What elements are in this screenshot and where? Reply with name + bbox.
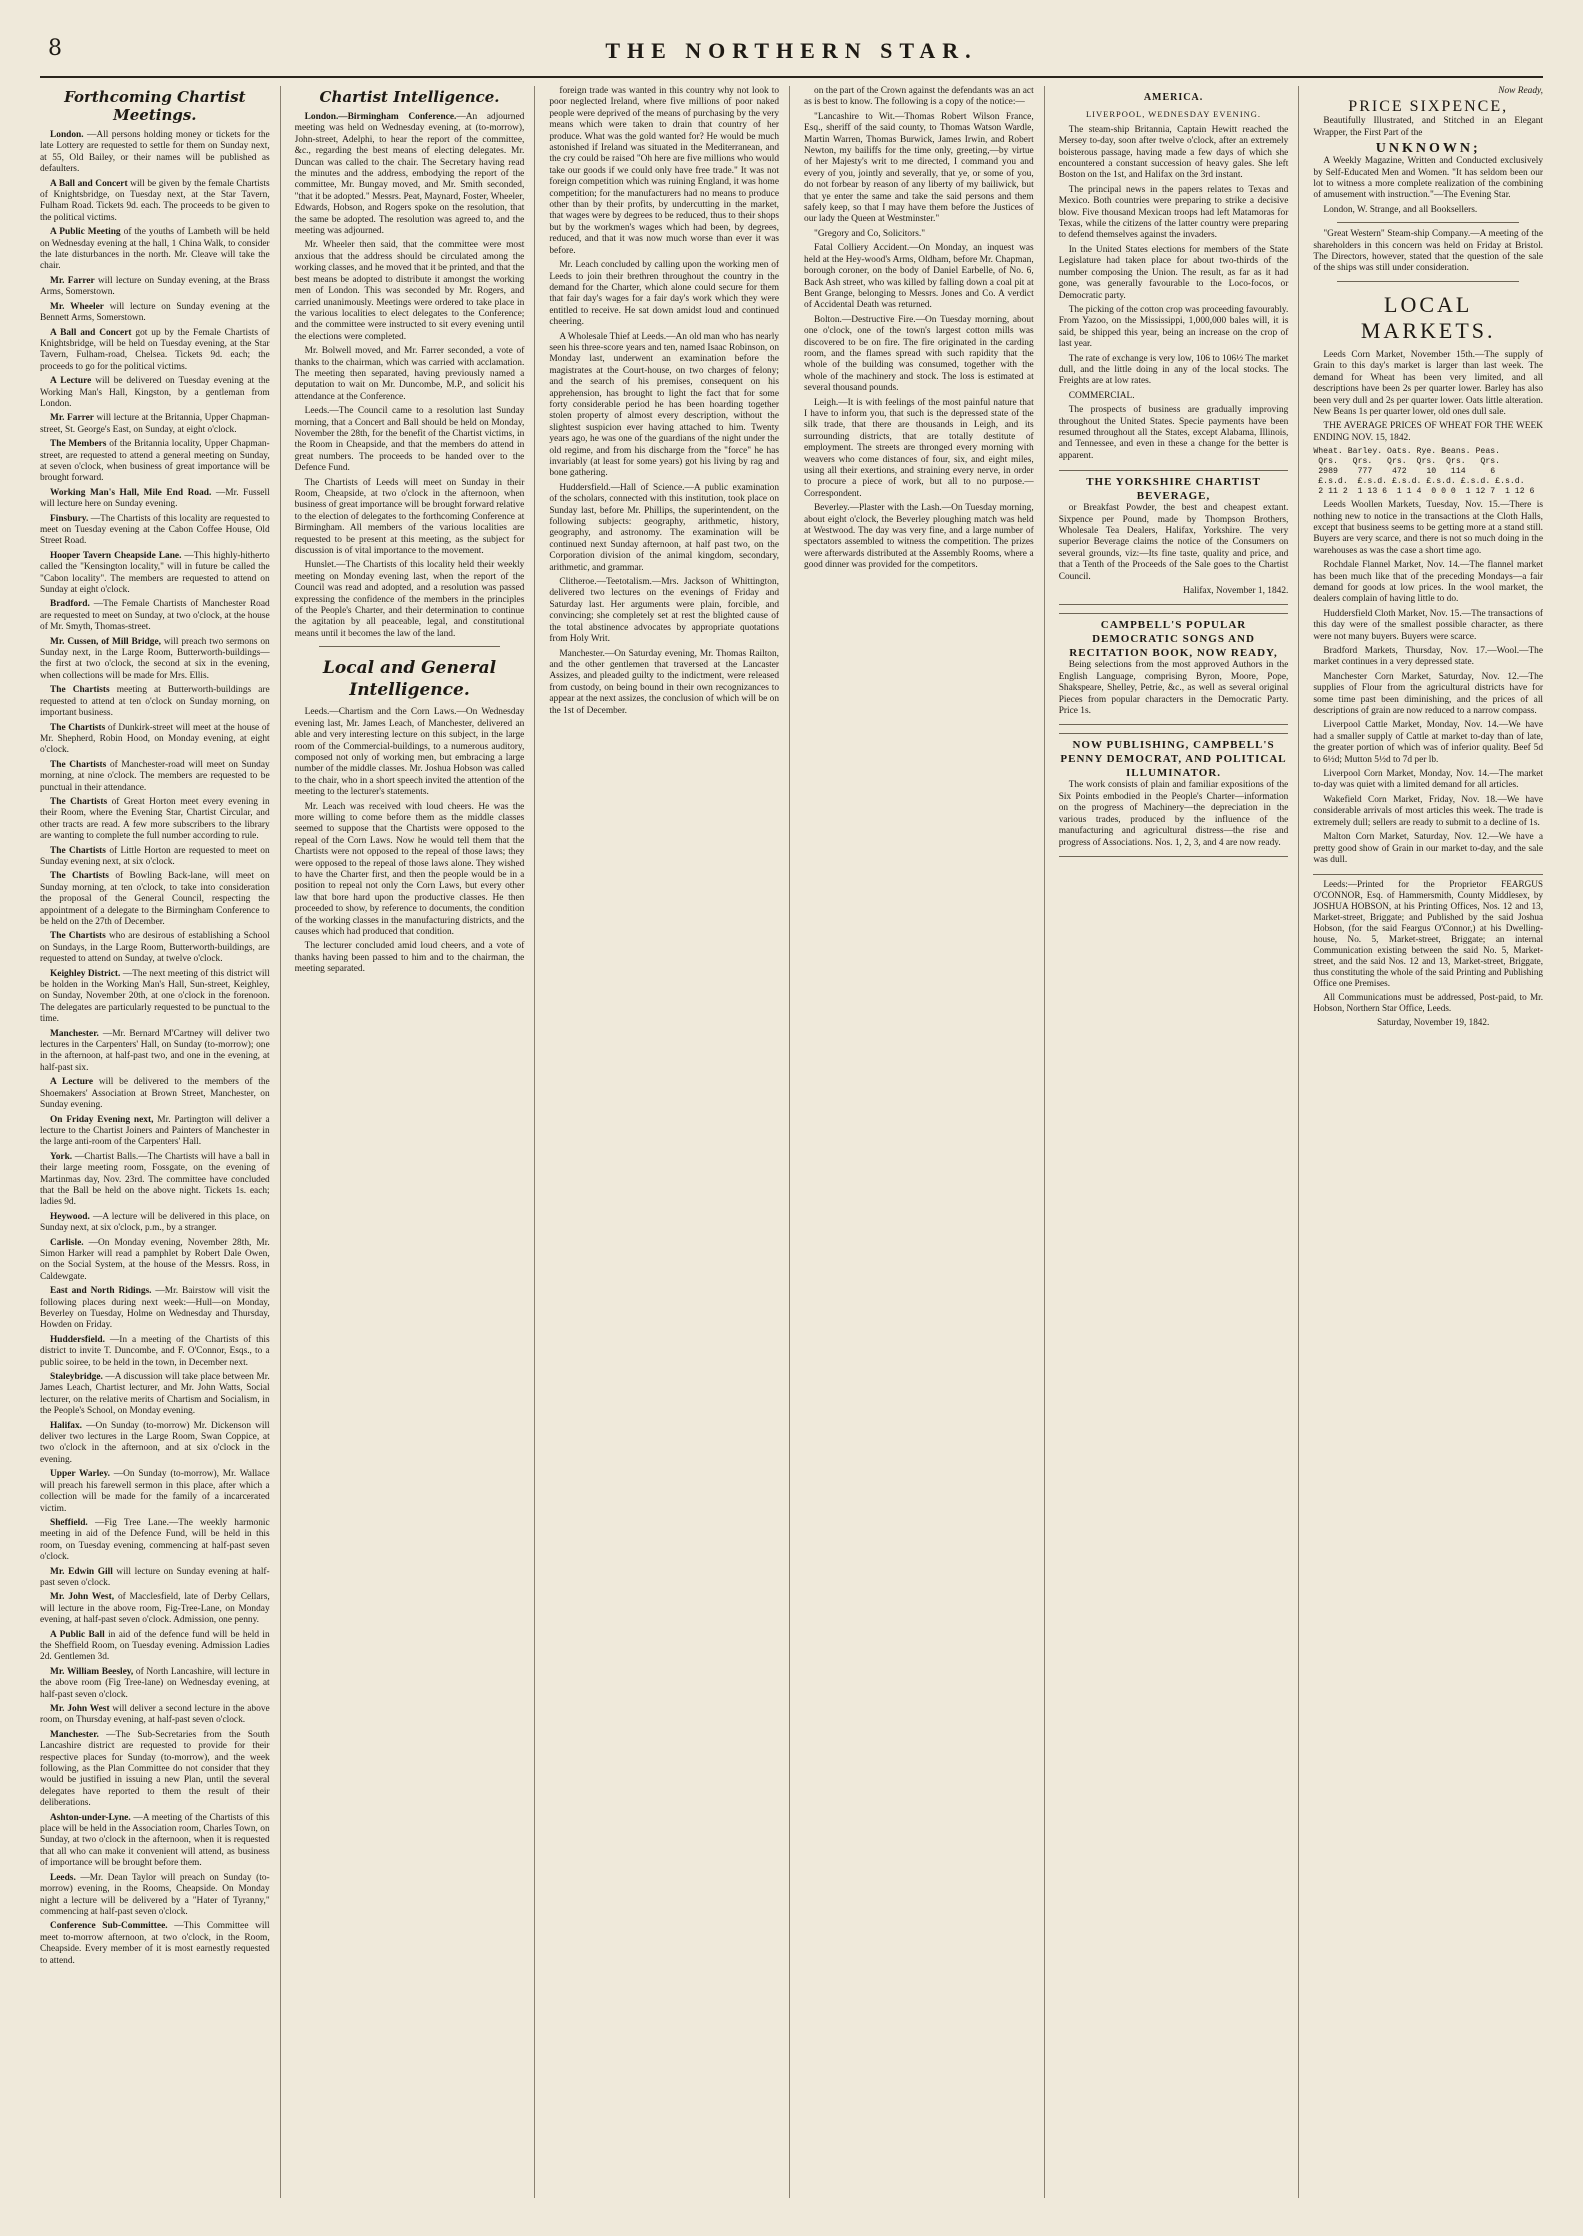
article-paragraph: The rate of exchange is very low, 106 to 106½ The market dull, and the little doing in any of the local stocks. The Freights are at low rates. [1058, 353, 1289, 387]
section-heading-chartist-intelligence: Chartist Intelligence. [319, 88, 500, 106]
article-paragraph: Mr. Leach was received with loud cheers. He was the more willing to come before them as the middle classes seemed to suppose that the Chartists were opposed to the repeal of the Corn Laws. Now he would tell them that the Chartists were not opposed to the repeal of those laws; they were opposed to the repeal of those laws alone. They wished to have the Charter first, and then the people would be in a position to repeal not only the Corn Laws, but every other law that bore hard upon the productive classes. He then proceeded to show, by reference to documents, the condition of the working classes in the manufacturing districts, and the causes which had produced that condition. [294, 801, 525, 937]
meeting-notice [40, 514, 270, 548]
advertisement-body: or Breakfast Powder, the best and cheapest extant. Sixpence per Pound, made by Thompson Brothers, Wholesale Tea Dealers, Halifax, Yorkshire. The very superior Beverage claims the notice of the Consumers on several grounds, viz:—Its fine taste, quality and price, and that a Tenth of the Proceeds of the Sale goes to the Chartist Council. [1058, 503, 1289, 582]
notice-text: —Mr. Bernard M'Cartney will deliver two lectures in the Carpenters' Hall, on Sunday (to-morrow); one in the afternoon, at half-past two, and one in the evening, at half-past six. [40, 1028, 270, 1073]
notice-lead: Mr. Farrer [50, 275, 95, 286]
notice-text: meeting at Butterworth-buildings are requested to attend at ten o'clock on Sunday morning, on important business. [40, 685, 270, 719]
article-paragraph: Mr. Bolwell moved, and Mr. Farrer seconded, a vote of thanks to the chairman, which was carried with acclamation. The meeting then separated, having previously named a deputation to wait on Mr. Duncombe, M.P., and solicit his attendance at the Conference. [294, 346, 525, 402]
article-paragraph: The picking of the cotton crop was proceeding favourably. From Yazoo, on the Mississippi, 1,000,000 bales will, it is said, be shipped this year, being an increase on the crop of last year. [1058, 304, 1289, 350]
masthead-title: THE NORTHERN STAR. [605, 38, 978, 63]
market-report: Leeds Corn Market, November 15th.—The supply of Grain to this day's market is larger than last week. The demand for Wheat has been very limited, and all descriptions have been 2s per quarter lower. Barley has also been very dull and 2s per quarter lower. Oats little alteration. New Beans 1s per quarter lower, old ones dull sale. [1313, 349, 1544, 417]
column-3 [549, 86, 790, 2198]
advertisement-beverage [1059, 470, 1289, 605]
meeting-notice [40, 1921, 270, 1967]
article-paragraph: Clitheroe.—Teetotalism.—Mrs. Jackson of Whittington, delivered two lectures on the evenings of Friday and Saturday last. Her arguments were plain, forcible, and convincing; she completely set at rest the blighted cause of the total abstinence advocates by appropriate quotations from Holy Writ. [549, 577, 780, 645]
article-body [295, 707, 525, 975]
notice-lead: Sheffield. [50, 1517, 88, 1528]
meeting-notice [40, 302, 270, 325]
meeting-notice [40, 1518, 270, 1564]
notice-lead: Hooper Tavern Cheapside Lane. [50, 550, 182, 561]
notice-text: —A meeting of the Chartists of this place will be held in the Association room, Charles Town, on Sunday, at two o'clock in the afternoon, when it is requested that all who can make it convenient will attend, as business of importance will be brought before them. [40, 1812, 270, 1869]
notice-text: will lecture at the Britannia, Upper Chapman-street, St. George's East, on Sunday, at eight o'clock. [40, 413, 270, 435]
publication-date: Saturday, November 19, 1842. [1377, 1017, 1490, 1028]
divider [1337, 281, 1519, 282]
market-report: Manchester Corn Market, Saturday, Nov. 12.—The supplies of Flour from the agricultural districts have for some time past been diminishing, and the prices of all descriptions of grain are now reduced to a narrow compass. [1313, 671, 1544, 717]
notice-text: will lecture on Sunday evening at half-past seven o'clock. [40, 1566, 270, 1588]
meeting-notice [40, 846, 270, 869]
notice-text: —The Female Chartists of Manchester Road are requested to meet on Sunday, at two o'clock, at the house of Mr. Smyth, Thomas-street. [40, 599, 270, 633]
notice-text: of Bowling Back-lane, will meet on Sunday morning, at ten o'clock, to take into consideration the proposal of the General Council, respecting the appointment of a delegate to the Birmingham Conference to be held on the 27th of December. [40, 871, 270, 927]
notice-lead: Leeds. [50, 1872, 76, 1883]
article-paragraph: COMMERCIAL. [1068, 390, 1135, 401]
article-body [295, 240, 525, 640]
notice-text: will preach two sermons on Sunday next, in the Large Room, Butterworth-buildings—the first at two o'clock, the second at six in the evening, when collections will be made for Mrs. Ellis. [40, 636, 270, 681]
notice-text: —This highly-hitherto called the "Kensington locality," will in future be called the "Cabon locality". The members are requested to attend on Sunday at eight o'clock. [40, 550, 270, 596]
notice-text: of Little Horton are requested to meet on Sunday evening next, at six o'clock. [40, 845, 270, 867]
article-paragraph: Leeds.—The Council came to a resolution last Sunday morning, that a Concert and Ball should be held on Monday, November the 28th, for the benefit of the Chartist victims, in the Room in Cheapside, and that the members do attend in great numbers. The proceeds to be handed over to the Defence Fund. [294, 406, 525, 474]
notice-text: —The next meeting of this district will be holden in the Working Man's Hall, Sun-street, Keighley, on Sunday, November 20th, at one o'clock in the forenoon. The delegates are particularly requested to be punctual to the time. [40, 968, 270, 1025]
advertisement-title: CAMPBELL'S POPULAR DEMOCRATIC SONGS AND RECITATION BOOK, NOW READY, [1069, 619, 1278, 660]
page-number: 8 [48, 36, 62, 61]
section-heading-forthcoming-meetings: Forthcoming Chartist Meetings. [64, 88, 246, 124]
column-1 [40, 86, 281, 2198]
ad-subtitle: Beautifully Illustrated, and Stitched in an Elegant Wrapper, the First Part of the [1313, 116, 1544, 138]
meeting-notice [40, 1115, 270, 1149]
article-paragraph: Manchester.—On Saturday evening, Mr. Thomas Railton, and the other gentlemen that traversed at the Lancaster Assizes, and pleaded guilty to the indictment, were released from custody, on being bound in their own recognizances to appear at the next assizes, the conclusion of which will be on the 1st of December. [549, 648, 780, 716]
meeting-notice [40, 1567, 270, 1590]
meeting-notice [40, 551, 270, 597]
imprint-address: All Communications must be addressed, Post-paid, to Mr. Hobson, Northern Star Office, Leeds. [1313, 992, 1544, 1014]
meeting-notice [40, 1592, 270, 1626]
market-report: Wakefield Corn Market, Friday, Nov. 18.—We have considerable arrivals of most articles this week. The trade is extremely dull; sellers are ready to submit to a decline of 1s. [1313, 794, 1544, 828]
column-2 [295, 86, 536, 2198]
dateline: LIVERPOOL, WEDNESDAY EVENING. [1085, 109, 1262, 120]
notice-text: who are desirous of establishing a School on Sundays, in the Large Room, Butterworth-buildings, are requested to attend on Sunday, at twelve o'clock. [40, 931, 270, 965]
meeting-notice [40, 227, 270, 273]
notice-lead: Mr. John West, [50, 1592, 115, 1603]
notice-lead: The Members [50, 439, 107, 450]
notice-lead: London. [50, 130, 84, 140]
notice-lead: A Public Meeting [50, 227, 121, 238]
notice-lead: Mr. Farrer [50, 413, 94, 424]
article-paragraph: on the part of the Crown against the defendants was an act as is best to know. The following is a copy of the notice:— [804, 86, 1034, 108]
meeting-notice [40, 376, 270, 410]
meeting-notice [40, 871, 270, 928]
article-paragraph: Leeds.—Chartism and the Corn Laws.—On Wednesday evening last, Mr. James Leach, of Manchester, delivered an able and very interesting lecture on this subject, in the large room of the Commercial-buildings, to a numerous auditory, composed not only of working men, but embracing a large number of the middle classes. Mr. Joshua Hobson was called to the chair, who in a short speech invited the attention of the meeting to the lecturer's statements. [294, 707, 525, 798]
meeting-notice [40, 1704, 270, 1727]
notice-text: —In a meeting of the Chartists of this district to invite T. Duncombe, and F. O'Connor, Esqs., to a public soiree, to be held in the town, in December next. [40, 1334, 270, 1368]
article-paragraph [295, 112, 525, 237]
meeting-notice [40, 1873, 270, 1919]
notice-text: —A lecture will be delivered in this place, on Sunday next, at six o'clock, p.m., by a stranger. [40, 1211, 270, 1234]
market-report: Huddersfield Cloth Market, Nov. 15.—The transactions of this day were of the smallest possible character, as there were not many buyers. Buyers were scarce. [1313, 608, 1544, 642]
meeting-notice [40, 1667, 270, 1701]
notice-lead: The Chartists [50, 796, 108, 807]
article-paragraph: Fatal Colliery Accident.—On Monday, an inquest was held at the Hey-wood's Arms, Oldham, before Mr. Chapman, borough coroner, on the body of Daniel Earbelle, of No. 6, Back Ash street, who was killed by falling down a coal pit at Bent Grange, belonging to Messrs. Jones and Co. A verdict of Accidental Death was returned. [804, 243, 1034, 311]
notice-lead: The Chartists [50, 845, 106, 856]
notice-text: Mr. Partington will deliver a lecture to the Chartist Joiners and Painters of Manchester in the large anti-room of the Carpenters' Hall. [40, 1114, 270, 1148]
article-paragraph: The lecturer concluded amid loud cheers, and a vote of thanks having been passed to him and to the chairman, the meeting separated. [294, 941, 525, 975]
article-paragraph: The steam-ship Britannia, Captain Hewitt reached the Mersey to-day, soon after twelve o'clock, after an extremely boisterous passage, having made a few days of which she encountered a constant succession of heavy gales. She left Boston on the 1st, and Halifax on the 3rd instant. [1058, 124, 1289, 181]
notice-lead: Conference Sub-Committee. [50, 1921, 168, 1932]
market-report: Malton Corn Market, Saturday, Nov. 12.—We have a pretty good show of Grain in our market to-day, and the sale was dull. [1313, 832, 1544, 865]
article-body [549, 86, 779, 717]
meeting-notice [40, 637, 270, 683]
article-paragraph: Mr. Leach concluded by calling upon the working men of Leeds to join their brethren throughout the country in the demand for the Charter, which alone could secure for them that fair day's wages for a fair day's work which they were entitled to receive. He sat down amidst loud and continued cheering. [549, 260, 780, 328]
notice-text: —A discussion will take place between Mr. James Leach, Chartist lecturer, and Mr. John Watts, Social lecturer, on the relative merits of Chartism and Socialism, in the People's School, on Monday evening. [40, 1372, 270, 1417]
notice-lead: The Chartists [50, 759, 107, 770]
market-report: Liverpool Cattle Market, Monday, Nov. 14.—We have had a smaller supply of Cattle at market to-day than of late, the greater portion of which was of inferior quality. Beef 5d to 6½d; Mutton 5½d to 7d per lb. [1313, 720, 1544, 765]
notice-lead: York. [50, 1151, 73, 1162]
article-paragraph: In the United States elections for members of the State Legislature had taken place for about two-thirds of the number composing the Union. The result, as far as it had gone, was generally favourable to the Loco-focos, or Democratic party. [1058, 244, 1289, 301]
meeting-notice [40, 130, 270, 176]
notice-lead: Halifax. [50, 1420, 83, 1431]
price-table-caption: THE AVERAGE PRICES OF WHEAT FOR THE WEEK ENDING NOV. 15, 1842. [1313, 421, 1544, 443]
notice-lead: A Ball and Concert [50, 327, 132, 338]
notice-lead: Carlisle. [50, 1237, 84, 1248]
notice-lead: A Lecture [50, 1077, 94, 1088]
notice-text: will be given by the female Chartists of Knightsbridge, on Tuesday next, at the Star Tavern, Fulham Road. Tickets 9d. each. The proceeds to be given to the political victims. [40, 178, 270, 223]
notice-lead: Manchester. [50, 1028, 99, 1039]
article-paragraph: The prospects of business are gradually improving throughout the United States. Specie payments have been resumed throughout all the States, except Alabama, Illinois, and Tennessee, and even in these a change for the better is apparent. [1058, 405, 1289, 461]
notice-text: in aid of the defence fund will be held in the Sheffield Room, on Tuesday evening. Admission Ladies 2d. Gentlemen 3d. [40, 1629, 270, 1663]
meeting-notice [40, 488, 270, 511]
notice-text: will lecture on Sunday evening, at the Brass Arms, Somerstown. [40, 275, 270, 298]
notice-text: will lecture on Sunday evening at the Bennett Arms, Somerstown. [40, 301, 270, 324]
imprint-text: Leeds:—Printed for the Proprietor FEARGUS O'CONNOR, Esq. of Hammersmith, County Middlesex, by JOSHUA HOBSON, at his Printing Offices, Nos. 12 and 13, Market-street, Briggate; and Published by the said Joshua Hobson, (for the said Feargus O'Connor,) at his Dwelling-house, No. 5, Market-street, Briggate; an internal Communication existing between the said No. 5, Market-street, and the said Nos. 12 and 13, Market-street, Briggate, thus constituting the whole of the said Printing and Publishing Office one Premises. [1313, 879, 1544, 989]
notice-lead: The Chartists [50, 685, 110, 696]
notice-lead: On Friday Evening next, [50, 1114, 154, 1125]
notice-text: —This Committee will meet to-morrow afternoon, at two o'clock, in the Room, Cheapside. Every member of it is most earnestly requested to attend. [40, 1921, 270, 1966]
ad-publisher: London, W. Strange, and all Booksellers. [1323, 204, 1478, 215]
article-paragraph: "Lancashire to Wit.—Thomas Robert Wilson France, Esq., sheriff of the said county, to Thomas Watson Wardle, Martin Warren, Thomas Burwick, James Irwin, and Robert Newton, my bailiffs for the time only, greeting,—by virtue of her Majesty's writ to me directed, I command you and every of you, jointly and severally, that ye, or some of you, do not forbear by reason of any liberty of my bailiwick, but that ye enter the same and take the said persons and them safely keep, so that I may have them before the Justices of our lady the Queen at Westminster." [804, 111, 1034, 225]
market-report: Leeds Woollen Markets, Tuesday, Nov. 15.—There is nothing new to notice in the transactions at the Cloth Halls, except that business seems to be getting more at a stand still. Buyers are very scarce, and there is not so much doing in the warehouses as was the case a short time ago. [1313, 500, 1544, 556]
advertisement-penny-democrat [1059, 733, 1289, 856]
notice-lead: A Public Ball [50, 1629, 105, 1640]
imprint [1313, 874, 1543, 1028]
notice-lead: The Chartists [50, 931, 106, 942]
market-report: Liverpool Corn Market, Monday, Nov. 14.—The market to-day was quiet with a limited demand for all articles. [1313, 769, 1544, 791]
meeting-notice [40, 1421, 270, 1467]
meeting-notice [40, 413, 270, 436]
notice-lead: East and North Ridings. [50, 1286, 152, 1297]
article-paragraph: Beverley.—Plaster with the Lash.—On Tuesday morning, about eight o'clock, the Beverley ploughing match was held at Westwood. The day was very fine, and a large number of spectators assembled to witness the competition. The prizes were afterwards distributed at the Assembly Rooms, where a good dinner was provided for the competitors. [804, 503, 1034, 571]
notice-lead: Huddersfield. [50, 1334, 105, 1345]
meeting-notice [40, 1152, 270, 1209]
ad-body: A Weekly Magazine, Written and Conducted exclusively by Self-Educated Men and Women. "It has seldom been our lot to witness a more complete realization of the combining of amusement with instruction."—The Evening Star. [1313, 156, 1544, 201]
meeting-notice [40, 760, 270, 794]
article-paragraph: Bolton.—Destructive Fire.—On Tuesday morning, about one o'clock, one of the town's largest cotton mills was discovered to be on fire. The fire originated in the carding room, and the flames spread with such rapidity that the whole of the building was consumed, together with the whole of the machinery and stock. The loss is estimated at several thousand pounds. [804, 314, 1034, 394]
notice-lead: The Chartists [50, 871, 109, 882]
meeting-notice [40, 685, 270, 719]
ad-magazine-name: UNKNOWN; [1375, 141, 1481, 157]
divider [1337, 222, 1519, 223]
notice-lead: Keighley District. [50, 968, 121, 979]
article-paragraph: "Great Western" Steam-ship Company.—A meeting of the shareholders in this concern was held on Friday at Bristol. The Directors, however, stated that the question of the sale of the ships was still under consideration. [1313, 229, 1544, 274]
notice-text: of Manchester-road will meet on Sunday morning, at nine o'clock. The members are requested to be punctual in their attendance. [40, 759, 270, 793]
meeting-notice [40, 1077, 270, 1111]
notice-lead: The Chartists [50, 722, 106, 733]
column-5 [1059, 86, 1300, 2198]
market-report: Rochdale Flannel Market, Nov. 14.—The flannel market has been much like that of the preceding Mondays—a fair demand for goods at low prices. In the wool market, the dealers complain of having little to do. [1313, 560, 1544, 605]
article-body [804, 86, 1034, 572]
page-header [40, 34, 1543, 78]
meeting-notice [40, 1212, 270, 1235]
section-heading-local-markets: LOCAL MARKETS. [1360, 291, 1496, 343]
advertisement-body: Being selections from the most approved Authors in the English Language, comprising Byron, Moore, Pope, Shakspeare, Shelley, Petrie, &c., as well as several original Pieces from popular characters in the Democratic Party. Price 1s. [1058, 660, 1289, 717]
market-report: Bradford Markets, Thursday, Nov. 17.—Wool.—The market continues in a very depressed state. [1313, 646, 1544, 668]
notice-lead: Bradford. [50, 599, 90, 610]
meeting-notice [40, 1335, 270, 1369]
notice-lead: Mr. William Beesley, [50, 1666, 134, 1677]
notice-text: will be delivered to the members of the Shoemakers' Association at Brown Street, Manchester, on Sunday evening. [40, 1077, 270, 1111]
meeting-notice [40, 1730, 270, 1810]
notice-lead: Working Man's Hall, Mile End Road. [50, 487, 212, 498]
section-heading-america: AMERICA. [1143, 92, 1204, 103]
notice-text: —On Sunday (to-morrow) Mr. Dickenson will deliver two lectures in the Large Room, Swan Coppice, at two o'clock in the afternoon, and at six o'clock in the evening. [40, 1420, 270, 1465]
article-lead: London.—Birmingham Conference. [304, 112, 457, 122]
meeting-notice [40, 1813, 270, 1870]
advertisement-body: The work consists of plain and familiar expositions of the Six Points embodied in the People's Charter—information on the progress of Machinery—the depreciation in the various trades, produced by the influence of the manufacturing and agricultural distress—the rise and progress of Associations. Nos. 1, 2, 3, and 4 are now ready. [1058, 780, 1289, 848]
notice-text: —On Sunday (to-morrow), Mr. Wallace will preach his farewell sermon in this place, after which a collection will be made for the family of a incarcerated victim. [40, 1469, 270, 1514]
article-paragraph: Leigh.—It is with feelings of the most painful nature that I have to inform you, that such is the depressed state of the silk trade, that there are thousands in Leigh, and its surrounding districts, that are totally destitute of employment. The streets are thronged every morning with weavers who come distances of four, six, and eight miles, using all their exertions, and straining every nerve, in order to procure a piece of work, but all to no purpose.—Correspondent. [804, 397, 1034, 499]
notice-lead: Heywood. [50, 1211, 90, 1222]
article-paragraph: "Gregory and Co, Solicitors." [814, 228, 926, 239]
notice-lead: Ashton-under-Lyne. [50, 1812, 131, 1823]
notice-lead: A Lecture [50, 376, 92, 387]
notice-lead: Staleybridge. [50, 1372, 103, 1383]
meeting-notice [40, 969, 270, 1026]
notice-text: —The Chartists of this locality are requested to meet on Tuesday evening at the Cabon Coffee House, Old Street Road. [40, 513, 270, 547]
meeting-notice [40, 1029, 270, 1075]
advertisement-signature: Halifax, November 1, 1842. [1183, 586, 1289, 597]
notice-text: will be delivered on Tuesday evening at the Working Man's Hall, Kingston, by a gentleman from London. [40, 376, 270, 409]
article-paragraph: The principal news in the papers relates to Texas and Mexico. Both countries were preparing to strike a decisive blow. Five thousand Mexican troops had left Matamoras for Texas, while the citizens of the latter country were preparing to defend themselves against the invaders. [1058, 184, 1289, 241]
notice-text: —Mr. Fussell will lecture here on Sunday evening. [40, 487, 270, 510]
meeting-notice [40, 797, 270, 843]
notice-text: —All persons holding money or tickets for the late Lottery are requested to settle for them on Sunday next, at 55, Old Bailey, or their names will be published as defaulters. [40, 130, 270, 175]
market-reports [1313, 350, 1543, 866]
article-paragraph: Hunslet.—The Chartists of this locality held their weekly meeting on Monday evening last, when the report of the Council was read and adopted, and a resolution was passed expressing the confidence of the members in the principles of the People's Charter, and their determination to continue the agitation by all peaceable, legal, and constitutional means until it becomes the law of the land. [294, 560, 525, 639]
notice-lead: Mr. Edwin Gill [50, 1566, 113, 1577]
divider [319, 646, 501, 647]
notice-text: got up by the Female Chartists of Knightsbridge, will be held on Tuesday evening, at the Star Tavern, Fulham-road, Chelsea. Tickets 9d. each; the proceeds to go for the political victims. [40, 327, 270, 372]
notice-text: of the Britannia locality, Upper Chapman-street, are requested to attend a general meeting on Sunday, at seven o'clock, when business of great importance will be brought forward. [40, 439, 270, 484]
average-prices-table: Wheat. Barley. Oats. Rye. Beans. Peas. Qrs. Qrs. Qrs. Qrs. Qrs. Qrs. 2989 777 472 10 114 6 £.s.d. £.s.d. £.s.d. £.s.d. £.s.d. £.s.d. 2 11 2 1 13 6 1 1 4 0 0 0 1 12 7 1 12 6 [1313, 447, 1535, 497]
notice-text: of the youths of Lambeth will be held on Wednesday evening at the hall, 1 China Walk, to consider the late disturbances in the north. Mr. Cleave will take the chair. [40, 227, 270, 272]
section-heading-local-intelligence: Local and General Intelligence. [322, 658, 497, 701]
article-paragraph: Huddersfield.—Hall of Science.—A public examination of the scholars, connected with this institution, took place on Sunday last, before Mr. Phillips, the superintendent, on the following subjects: geography, arithmetic, history, geography, and astronomy. The examination will be continued next Sunday afternoon, at half past two, on the Corporation division of the animal kingdom, secondary, arithmetic, and grammar. [549, 482, 780, 573]
article-body [1059, 125, 1289, 462]
notice-lead: Upper Warley. [50, 1469, 110, 1480]
notice-text: —Chartist Balls.—The Chartists will have a ball in their large meeting room, Fossgate, on the evening of Martinmas day, Nov. 23rd. The committee have concluded that the Ball be held on the above night. Tickets 1s. each; ladies 9d. [40, 1151, 270, 1208]
article-text: —An adjourned meeting was held on Wednesday evening, at (to-morrow), John-street, Adelphi, to hear the report of the committee, &c., regarding the best means of electing delegates. Mr. Duncan was called to the chair. The Secretary having read the minutes and the address, embodying the report of the committee, Mr. Bungay moved, and Mr. Smith seconded, "that it be adopted." Messrs. Peat, Maynard, Foster, Wheeler, Edwards, Hobson, and Rogers spoke on the resolution, that the same be adopted. The resolution was agreed to, and the meeting was adjourned. [294, 112, 525, 237]
meeting-notice [40, 328, 270, 374]
meeting-notice [40, 1286, 270, 1332]
notice-text: —Mr. Bairstow will visit the following places during next week:—Hull—on Monday, Beverley on Tuesday, Holme on Wednesday and Thursday, Howden on Friday. [40, 1286, 270, 1331]
ad-note: Now Ready, [1498, 86, 1544, 96]
meeting-notice [40, 1469, 270, 1515]
meeting-notice [40, 276, 270, 299]
article-paragraph: Mr. Wheeler then said, that the committee were most anxious that the address should be circulated among the working classes, and he moved that it be printed, and that the best means be adopted to distribute it amongst the working men of London. This was seconded by Mr. Rogers, and carried unanimously. Meetings were ordered to take place in the various localities to elect delegates to the Conference; and the committee were instructed to sit every evening until the elections were completed. [294, 240, 525, 342]
column-4 [804, 86, 1045, 2198]
meeting-notice [40, 179, 270, 225]
notice-lead: Mr. Wheeler [50, 301, 104, 312]
column-6 [1313, 86, 1543, 2198]
notice-text: —The Sub-Secretaries from the South Lancashire district are requested to provide for their respective places for Sunday (to-morrow), and the week following, as the Plan Committee do not consider that they would be justified in issuing a new Plan, until the several delegates have reported to them the result of their deliberations. [40, 1729, 270, 1809]
meeting-notice [40, 1238, 270, 1284]
ad-price-title: PRICE SIXPENCE, [1348, 98, 1509, 116]
article-paragraph: foreign trade was wanted in this country why not look to poor neglected Ireland, where five millions of poor naked people were deprived of the means of purchasing by the very means which were taken to drain that country of her produce. What was the gold wanted for? He would be much astonished if Ireland was situated in the Mediterranean, and the cry could be raised "Oh here are five millions who would take our goods if we could only have free trade." It was not foreign competition which was ruining England, it was home competition; for the manufacturers had no means to produce other than by their profits, by undercutting in the market, that wages were by degrees to be reduced, thus to their shops but by the workmen's wages which had been, by degrees, reduced, and that it was now much worse than ever it was before. [549, 86, 780, 256]
notice-lead: Mr. John West [50, 1704, 110, 1714]
meeting-notice [40, 931, 270, 965]
meeting-notice [40, 599, 270, 633]
article-paragraph: The Chartists of Leeds will meet on Sunday in their Room, Cheapside, at two o'clock in the afternoon, when business of great importance will be brought forward relative to the election of delegates to the forthcoming Conference at Birmingham. All members of the various localities are requested to be present at this meeting, as the subject for discussion is of vital importance to the movement. [294, 477, 525, 557]
notice-lead: Mr. Cussen, of Mill Bridge, [50, 636, 161, 647]
meeting-notice [40, 1372, 270, 1418]
notice-text: will deliver a second lecture in the above room, on Thursday evening, at half-past seven o'clock. [40, 1704, 270, 1726]
advertisement-title: NOW PUBLISHING, CAMPBELL'S PENNY DEMOCRAT, AND POLITICAL ILLUMINATOR. [1060, 739, 1287, 780]
notice-lead: Finsbury. [50, 513, 89, 524]
notice-text: of Macclesfield, late of Derby Cellars, will lecture in the above room, Fig-Tree-Lane, on Monday evening, at half-past seven o'clock. Admission, one penny. [40, 1592, 270, 1626]
notice-text: —On Monday evening, November 28th, Mr. Simon Harker will read a pamphlet by Robert Dale Owen, on the Social System, at the house of the Messrs. Ross, in Caldewgate. [40, 1237, 270, 1282]
notice-text: —Mr. Dean Taylor will preach on Sunday (to-morrow) evening, in the Rooms, Cheapside. On Monday night a lecture will be delivered by a "Hater of Tyranny," commencing at half-past seven o'clock. [40, 1872, 270, 1917]
meeting-notice [40, 723, 270, 757]
notice-lead: Manchester. [50, 1729, 99, 1740]
notice-text: —Fig Tree Lane.—The weekly harmonic meeting in aid of the Defence Fund, will be held in this room, on Tuesday evening, commencing at half-past seven o'clock. [40, 1517, 270, 1563]
columns [40, 86, 1543, 2198]
notice-text: of Great Horton meet every evening in their Room, where the Evening Star, Chartist Circular, and other tracts are read. A few more subscribers to the library are wanting to complete the full number according to rule. [40, 796, 270, 842]
meeting-notice [40, 1630, 270, 1664]
advertisement-title: THE YORKSHIRE CHARTIST BEVERAGE, [1086, 476, 1261, 503]
advertisement-songs-book [1059, 613, 1289, 725]
notice-lead: A Ball and Concert [50, 178, 128, 189]
meeting-notices [40, 130, 270, 1967]
notice-text: of North Lancashire, will lecture in the above room (Fig Tree-lane) on Wednesday evening, at half-past seven o'clock. [40, 1666, 270, 1700]
notice-text: of Dunkirk-street will meet at the house of Mr. Shepherd, Robin Hood, on Monday evening, at eight o'clock. [40, 722, 270, 756]
article-paragraph: A Wholesale Thief at Leeds.—An old man who has nearly seen his three-score years and ten, named Isaac Robinson, on Monday last, underwent an examination before the magistrates at the Court-house, on two charges of felony; and the search of his premises, consequent on his apprehension, has brought to light the fact that for some forty considerable period he has been hoarding together stolen property of almost every description, without the slightest suspicion ever having attached to him. Twenty years ago, he was one of the guardians of the night under the old regime, and from his discharge from the "force" he has invariably (at least for some years) got his living by rag and bone gathering. [549, 331, 780, 479]
meeting-notice [40, 439, 270, 485]
